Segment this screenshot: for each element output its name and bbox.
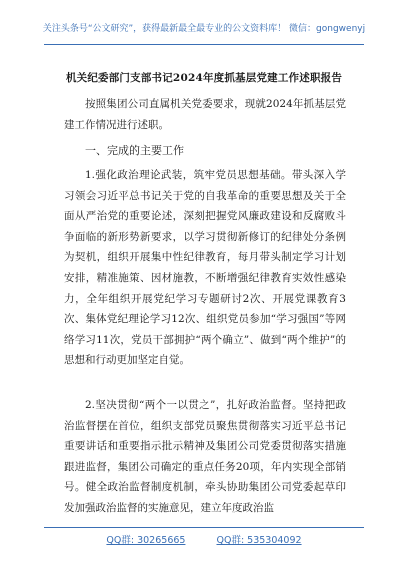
footer-divider xyxy=(44,527,364,528)
promo-banner: 关注头条号“公文研究”，获得最新最全最专业的公文资料库！ 微信：gongwenyj xyxy=(42,24,366,34)
section-heading: 一、完成的主要工作 xyxy=(85,144,184,157)
body-paragraph-1: 1.强化政治理论武装，筑牢党员思想基础。带头深入学习领会习近平总书记关于党的自我革命的重要思想及关于全面从严治党的重要论述，深刻把握党风廉政建设和反腐败斗争面临的新形势新要求，以学习贯彻新修订的纪律处分条例为契机，组织开展集中性纪律教育，每月带头制定学习计划安排，精准施策、因材施教，不断增强纪律教育实效性感染力，全年组织开展党纪学习专题研讨2次、开展党课教育3次、集体党纪理论学习12次、组织党员参加“学习强国”等网络学习11次，党员干部拥护“两个确立”、做到“两个维护”的思想和行动更加坚定自觉。 xyxy=(64,169,346,367)
footer-contacts xyxy=(0,532,408,546)
qq-group-link-1[interactable]: QQ群: 30265665 xyxy=(106,535,186,546)
qq-group-link-2[interactable]: QQ群: 535304092 xyxy=(216,535,302,546)
body-paragraph-2: 2.坚决贯彻“两个一以贯之”，扎好政治监督。坚持把政治监督摆在首位，组织支部党员聚焦贯彻落实习近平总书记重要讲话和重要指示批示精神及集团公司党委贯彻落实措施跟进监督，集团公司确定的重点任务20项，年内实现全部销号。健全政治监督制度机制，牵头协助集团公司党委起草印发加强政治监督的实施意见，建立年度政治监 xyxy=(64,399,346,514)
header-divider xyxy=(44,44,364,45)
intro-paragraph: 按照集团公司直属机关党委要求，现就2024年抓基层党建工作情况进行述职。 xyxy=(64,98,346,131)
document-title: 机关纪委部门支部书记2024年度抓基层党建工作述职报告 xyxy=(65,72,343,84)
